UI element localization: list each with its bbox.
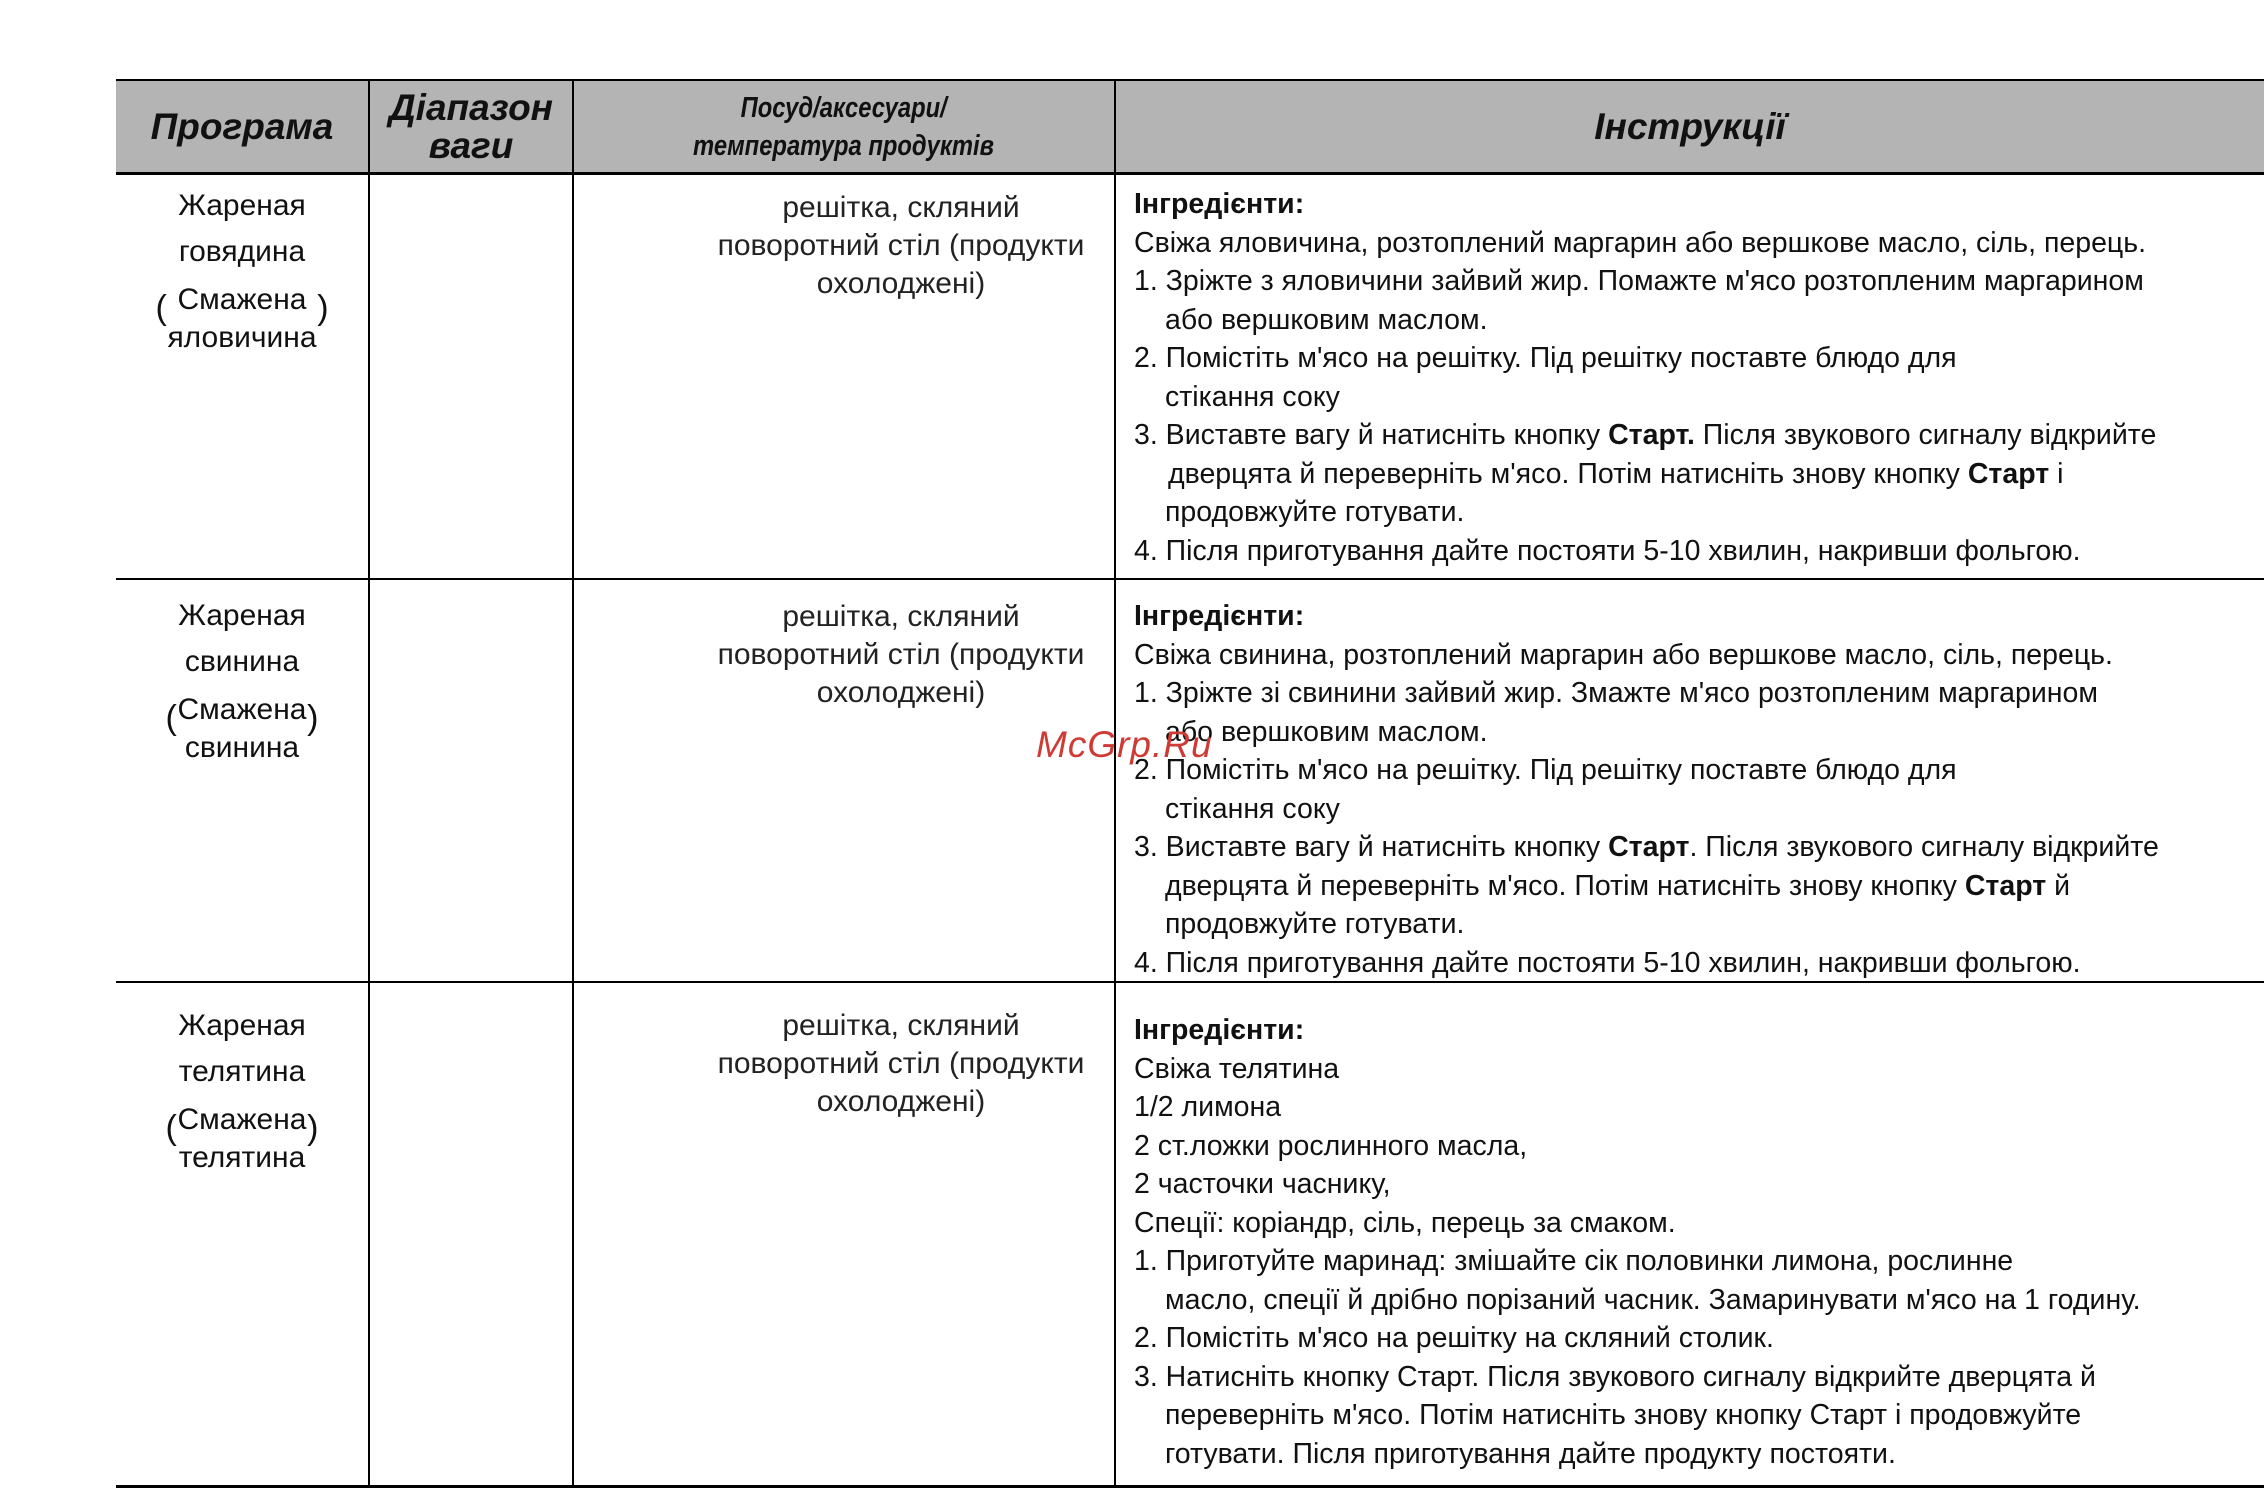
- instruction-step: 4. Після приготування дайте постояти 5-10 хвилин, накривши фольгою.: [1134, 946, 2081, 979]
- instruction-step: 1. Зріжте з яловичини зайвий жир. Помажте м'ясо розтопленим маргарином: [1134, 265, 2144, 297]
- instruction-step-cont: [1134, 455, 2234, 494]
- ingredient-line: 1/2 лимона: [1134, 1091, 1282, 1123]
- row2-instructions: [1134, 597, 2234, 982]
- utensils-line: решітка, скляний: [782, 191, 1020, 224]
- instruction-step: 2. Помістіть м'ясо на решітку на скляний столик.: [1134, 1322, 1774, 1354]
- program-name-line: свинина: [184, 645, 300, 678]
- program-translation: [167, 281, 316, 357]
- utensils-line: поворотний стіл (продукти: [717, 1047, 1085, 1080]
- header-weight-range: [370, 81, 572, 173]
- column-divider: [368, 79, 370, 1488]
- header-utensils-line2: температура продуктів: [693, 130, 995, 162]
- ingredient-line: 2 ст.ложки рослинного масла,: [1134, 1129, 1528, 1162]
- utensils-line: решітка, скляний: [782, 600, 1020, 633]
- step-text: 3. Виставте вагу й натисніть кнопку: [1134, 831, 1609, 863]
- program-name-line: Жареная: [178, 1009, 306, 1042]
- column-divider: [572, 79, 574, 1488]
- utensils-line: охолоджені): [816, 1085, 986, 1118]
- program-translation-line: свинина: [184, 731, 300, 764]
- program-translation-line: ( Смажена: [177, 1103, 307, 1136]
- step-text: . Після звукового сигналу відкрийте: [1689, 831, 2159, 863]
- program-translation: [178, 1101, 307, 1177]
- row1-instructions: [1134, 185, 2234, 570]
- ingredients-text: Свіжа свинина, розтоплений маргарин або вершкове масло, сіль, перець.: [1134, 638, 2113, 671]
- start-keyword: Старт: [1964, 869, 2047, 902]
- instruction-step: [1134, 828, 2234, 867]
- ingredient-line: Спеції: коріандр, сіль, перець за смаком.: [1134, 1206, 1676, 1239]
- instruction-step: 4. Після приготування дайте постояти 5-10 хвилин, накривши фольгою.: [1134, 534, 2081, 567]
- header-utensils-line1: Посуд/аксесуари/: [740, 92, 948, 124]
- start-keyword: Старт: [1967, 457, 2050, 490]
- program-translation: [178, 691, 307, 767]
- row3-instructions: [1134, 1011, 2234, 1473]
- instruction-step: [1134, 416, 2234, 455]
- header-utensils: [574, 81, 1114, 173]
- instruction-step: 1. Приготуйте маринад: змішайте сік половинки лимона, рослинне: [1134, 1245, 2014, 1277]
- program-translation-line: ( Смажена: [177, 693, 307, 726]
- program-name-line: Жареная: [178, 599, 306, 632]
- header-program: [116, 81, 368, 173]
- instruction-step-cont: або вершковим маслом.: [1165, 303, 1488, 336]
- instruction-step-cont: [1134, 867, 2234, 906]
- ingredients-heading: Інгредієнти:: [1134, 188, 1305, 220]
- instruction-step: 2. Помістіть м'ясо на решітку. Під решітку поставте блюдо для: [1134, 754, 1957, 786]
- instruction-step-cont: або вершковим маслом.: [1165, 715, 1488, 748]
- utensils-line: охолоджені): [816, 676, 986, 709]
- row1-utensils: [628, 189, 1174, 303]
- program-name-line: говядина: [178, 235, 306, 268]
- row2-utensils: [628, 598, 1174, 712]
- program-translation-line: телятина: [178, 1141, 306, 1174]
- instruction-step-cont: продовжуйте готувати.: [1165, 908, 1465, 940]
- instruction-step-cont: стікання соку: [1165, 380, 1340, 413]
- program-name-line: телятина: [178, 1055, 306, 1088]
- start-keyword: Старт.: [1608, 419, 1695, 451]
- program-table: [116, 79, 2264, 1488]
- header-instructions: [1116, 81, 2264, 173]
- ingredients-heading: Інгредієнти:: [1134, 600, 1305, 632]
- utensils-line: решітка, скляний: [782, 1009, 1020, 1042]
- header-program-label: Програма: [150, 106, 334, 147]
- instruction-step-cont: стікання соку: [1165, 792, 1340, 825]
- header-weight-line2: ваги: [428, 125, 514, 166]
- instruction-step-cont: масло, спеції й дрібно порізаний часник. Замаринувати м'ясо на 1 годину.: [1165, 1283, 2141, 1316]
- utensils-line: охолоджені): [816, 267, 986, 300]
- step-text: і: [2049, 457, 2064, 490]
- ingredients-heading: Інгредієнти:: [1134, 1014, 1305, 1046]
- header-instructions-label: Інструкції: [1594, 106, 1786, 147]
- row3-utensils: [628, 1007, 1174, 1121]
- ingredient-line: 2 часточки часнику,: [1134, 1168, 1391, 1200]
- row3-program: [116, 1003, 368, 1181]
- watermark-logo: McGrp.Ru: [1036, 724, 1213, 765]
- row1-program: [116, 183, 368, 361]
- instruction-step: 1. Зріжте зі свинини зайвий жир. Змажте м'ясо розтопленим маргарином: [1134, 677, 2098, 709]
- instruction-step-cont: готувати. Після приготування дайте продукту постояти.: [1165, 1437, 1896, 1470]
- program-translation-line: яловичина: [167, 321, 317, 354]
- step-text: й: [2046, 869, 2071, 902]
- ingredients-text: Свіжа яловичина, розтоплений маргарин або вершкове масло, сіль, перець.: [1134, 226, 2147, 259]
- header-weight-line1: Діапазон: [388, 87, 554, 128]
- instruction-step-cont: продовжуйте готувати.: [1165, 496, 1465, 528]
- step-text: Після звукового сигналу відкрийте: [1694, 419, 2157, 451]
- row-divider: [116, 578, 2264, 580]
- step-text: 3. Виставте вагу й натисніть кнопку: [1134, 419, 1609, 451]
- program-name-line: Жареная: [178, 189, 306, 222]
- program-translation-line: ( Смажена: [177, 283, 307, 316]
- row2-program: [116, 593, 368, 771]
- ingredient-line: Свіжа телятина: [1134, 1052, 1340, 1085]
- utensils-line: поворотний стіл (продукти: [717, 638, 1085, 671]
- step-text: дверцята й переверніть м'ясо. Потім натисніть знову кнопку: [1168, 457, 1968, 490]
- instruction-step-cont: переверніть м'ясо. Потім натисніть знову кнопку Старт і продовжуйте: [1165, 1399, 2082, 1431]
- step-text: дверцята й переверніть м'ясо. Потім натисніть знову кнопку: [1165, 869, 1965, 902]
- instruction-step: 2. Помістіть м'ясо на решітку. Під решітку поставте блюдо для: [1134, 342, 1957, 374]
- instruction-step: 3. Натисніть кнопку Старт. Після звукового сигналу відкрийте дверцята й: [1134, 1360, 2096, 1393]
- start-keyword: Старт: [1608, 831, 1690, 863]
- utensils-line: поворотний стіл (продукти: [717, 229, 1085, 262]
